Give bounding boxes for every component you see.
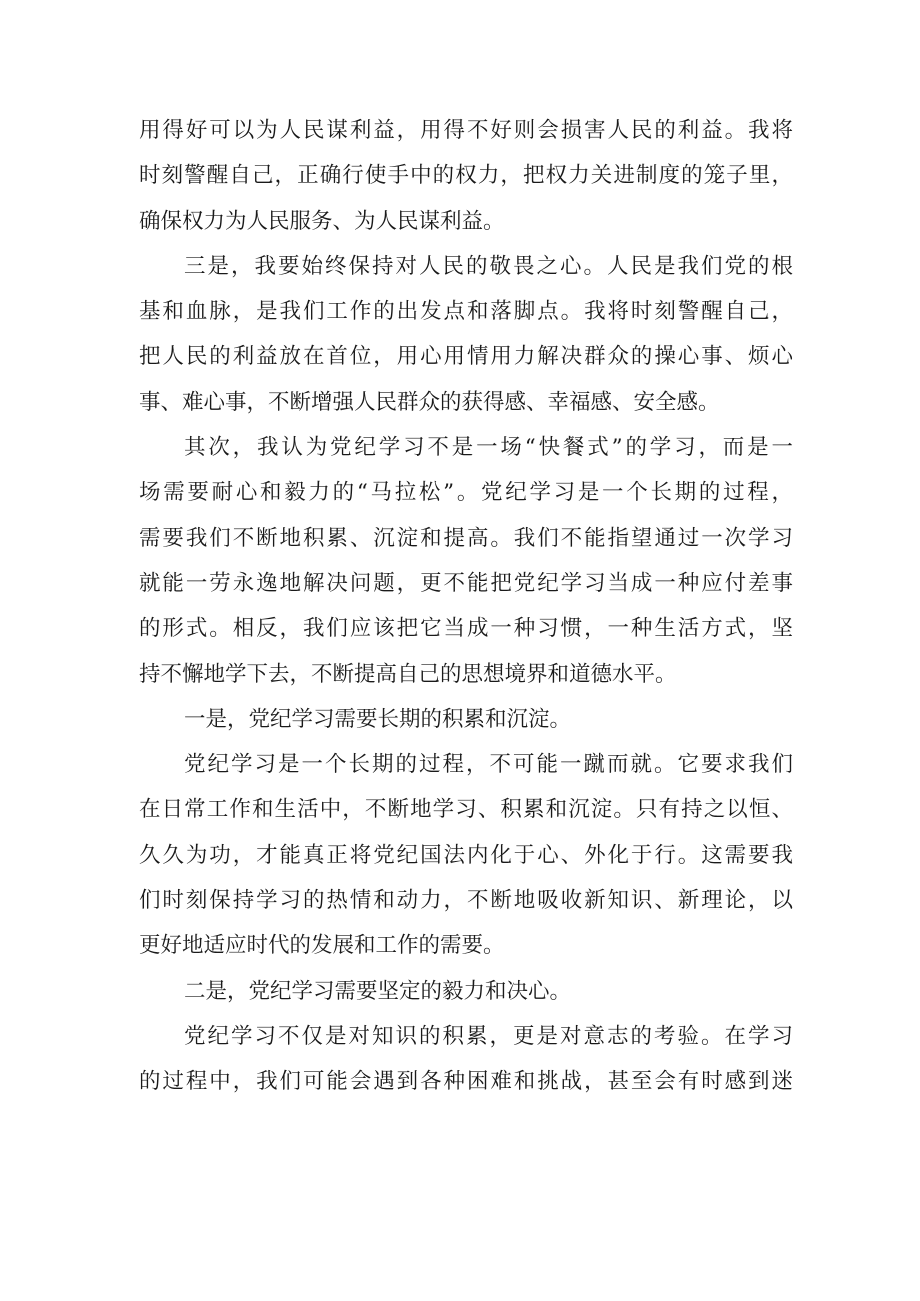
text-line: 三是，我要始终保持对人民的敬畏之心。人民是我们党的根	[184, 253, 793, 279]
document-body	[139, 108, 793, 1105]
text-line: 久久为功，才能真正将党纪国法内化于心、外化于行。这需要我	[139, 842, 793, 868]
text-line: 其次，我认为党纪学习不是一场“快餐式”的学习，而是一	[184, 435, 793, 461]
text-line: 在日常工作和生活中，不断地学习、积累和沉淀。只有持之以恒、	[139, 797, 793, 823]
text-line: 党纪学习不仅是对知识的积累，更是对意志的考验。在学习	[184, 1023, 793, 1049]
text-line: 就能一劳永逸地解决问题，更不能把党纪学习当成一种应付差事	[139, 570, 793, 596]
text-line: 时刻警醒自己，正确行使手中的权力，把权力关进制度的笼子里，	[139, 163, 793, 189]
text-line: 的过程中，我们可能会遇到各种困难和挑战，甚至会有时感到迷	[139, 1069, 793, 1095]
text-line: 二是，党纪学习需要坚定的毅力和决心。	[184, 978, 572, 1004]
text-line: 更好地适应时代的发展和工作的需要。	[139, 933, 505, 959]
text-line: 用得好可以为人民谋利益，用得不好则会损害人民的利益。我将	[139, 118, 793, 143]
text-line: 基和血脉，是我们工作的出发点和落脚点。我将时刻警醒自己，	[139, 299, 793, 325]
text-line: 把人民的利益放在首位，用心用情用力解决群众的操心事、烦心	[139, 344, 793, 370]
text-line: 事、难心事，不断增强人民群众的获得感、幸福感、安全感。	[139, 389, 720, 415]
text-line: 确保权力为人民服务、为人民谋利益。	[139, 208, 505, 234]
text-line: 党纪学习是一个长期的过程，不可能一蹴而就。它要求我们	[184, 752, 793, 778]
text-line: 们时刻保持学习的热情和动力，不断地吸收新知识、新理论，以	[139, 888, 793, 914]
text-line: 需要我们不断地积累、沉淀和提高。我们不能指望通过一次学习	[139, 525, 793, 551]
text-line: 一是，党纪学习需要长期的积累和沉淀。	[184, 706, 572, 732]
text-line: 持不懈地学下去，不断提高自己的思想境界和道德水平。	[139, 661, 677, 687]
text-line: 场需要耐心和毅力的“马拉松”。党纪学习是一个长期的过程，	[139, 480, 793, 506]
text-line: 的形式。相反，我们应该把它当成一种习惯，一种生活方式，坚	[139, 616, 793, 642]
